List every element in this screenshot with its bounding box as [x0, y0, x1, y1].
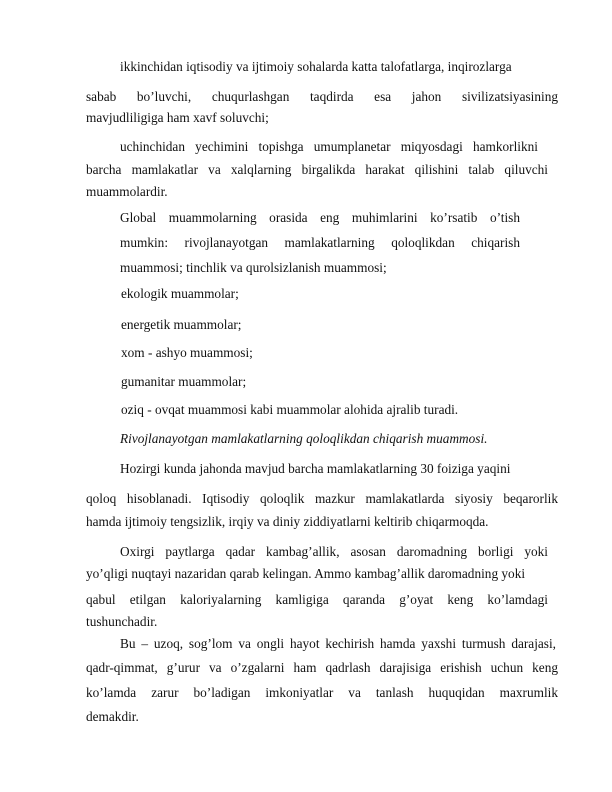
text-line: tushunchadir. — [86, 614, 158, 629]
text-line: Global muammolarning orasida eng muhimlarini ko’rsatib o’tish — [120, 210, 520, 225]
list-item: xom - ashyo muammosi; — [121, 345, 253, 360]
text-line: Bu – uzoq, sog’lom va ongli hayot kechirish hamda yaxshi turmush darajasi, — [120, 636, 556, 651]
text-line: barcha mamlakatlar va xalqlarning birgalikda harakat qilishini talab qiluvchi — [86, 162, 548, 177]
text-line: ikkinchidan iqtisodiy va ijtimoiy sohalarda katta talofatlarga, inqirozlarga — [120, 59, 512, 74]
text-line: qoloq hisoblanadi. Iqtisodiy qoloqlik mazkur mamlakatlarda siyosiy beqarorlik — [86, 491, 558, 506]
text-line: qadr-qimmat, g’urur va o’zgalarni ham qadrlash darajisiga erishish uchun keng — [86, 660, 558, 675]
section-heading: Rivojlanayotgan mamlakatlarning qoloqlikdan chiqarish muammosi. — [120, 431, 488, 446]
text-line: uchinchidan yechimini topishga umumplanetar miqyosdagi hamkorlikni — [120, 139, 538, 154]
list-item: oziq - ovqat muammosi kabi muammolar alohida ajralib turadi. — [121, 402, 459, 417]
list-item: ekologik muammolar; — [121, 286, 239, 301]
text-line: muammosi; tinchlik va qurolsizlanish muammosi; — [120, 260, 387, 275]
text-line: qabul etilgan kaloriyalarning kamligiga qaranda g’oyat keng ko’lamdagi — [86, 592, 548, 607]
text-line: mumkin: rivojlanayotgan mamlakatlarning qoloqlikdan chiqarish — [120, 235, 520, 250]
list-item: energetik muammolar; — [121, 317, 242, 332]
text-line: Oxirgi paytlarga qadar kambag’allik, asosan daromadning borligi yoki — [120, 544, 548, 559]
text-line: hamda ijtimoiy tengsizlik, irqiy va diniy ziddiyatlarni keltirib chiqarmoqda. — [86, 514, 489, 529]
list-item: gumanitar muammolar; — [121, 374, 247, 389]
text-line: demakdir. — [86, 709, 139, 724]
text-line: mavjudliligiga ham xavf soluvchi; — [86, 110, 269, 125]
text-line: yo’qligi nuqtayi nazaridan qarab kelingan. Ammo kambag’allik daromadning yoki — [86, 566, 526, 581]
text-line: muammolardir. — [86, 184, 168, 199]
text-line: Hozirgi kunda jahonda mavjud barcha mamlakatlarning 30 foiziga yaqini — [120, 461, 511, 476]
text-line: sabab bo’luvchi, chuqurlashgan taqdirda esa jahon sivilizatsiyasining — [86, 89, 558, 104]
text-line: ko’lamda zarur bo’ladigan imkoniyatlar va tanlash huquqidan maxrumlik — [86, 685, 558, 700]
